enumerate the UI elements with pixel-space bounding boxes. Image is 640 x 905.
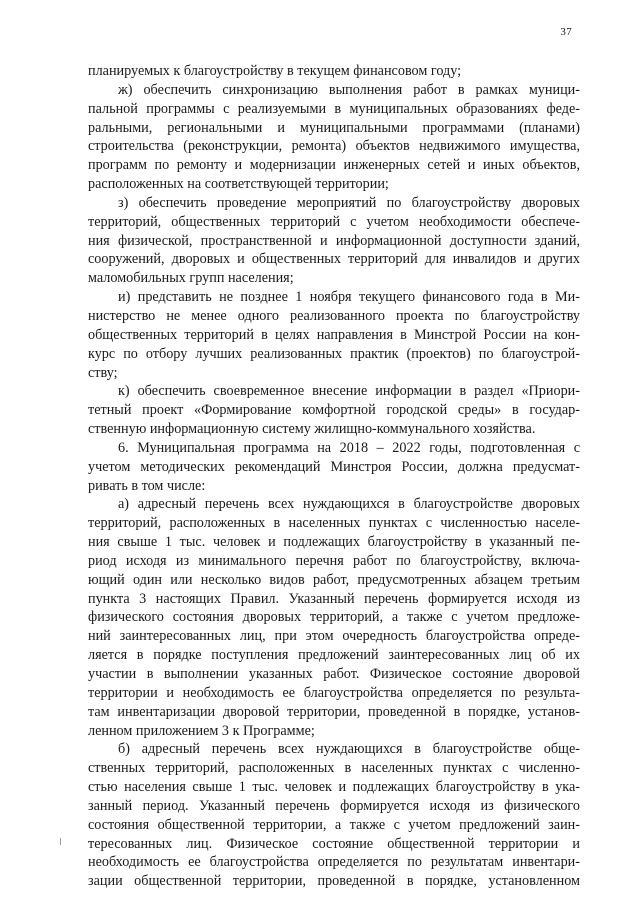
- text-line: сооружений, дворовых и общественных территорий для инвалидов и других: [88, 251, 580, 268]
- text-line: ющий один или несколько видов работ, предусмотренных абзацем третьим: [88, 571, 580, 588]
- text-line: занный период. Указанный перечень формируется исходя из физического: [88, 797, 580, 814]
- text-line: общественных территорий в целях направления в Минстрой России на кон-: [88, 326, 580, 343]
- text-line: ленном приложением 3 к Программе;: [88, 722, 315, 739]
- text-line: ственную информационную систему жилищно-коммунального хозяйства.: [88, 421, 536, 438]
- text-line: территорий, общественных территорий с учетом необходимости обеспече-: [88, 213, 580, 230]
- text-line: физического состояния дворовых территорий, а также с учетом предложе-: [88, 609, 580, 626]
- text-line: территории и необходимость ее благоустройства определяется по результа-: [88, 684, 580, 701]
- text-line: а) адресный перечень всех нуждающихся в благоустройстве дворовых: [118, 496, 580, 513]
- text-line: ляется в порядке поступления предложений заинтересованных лиц об их: [88, 647, 580, 664]
- text-line: курс по отбору лучших реализованных практик (проектов) по благоустрой-: [88, 345, 580, 362]
- text-line: тетный проект «Формирование комфортной городской среды» в государ-: [88, 402, 580, 419]
- text-line: ральными, региональными и муниципальными программами (планами): [88, 119, 580, 136]
- text-line: зации общественной территории, проведенной в порядке, установленном: [88, 873, 580, 890]
- text-line: ж) обеспечить синхронизацию выполнения работ в рамках муници-: [118, 81, 580, 98]
- text-line: з) обеспечить проведение мероприятий по благоустройству дворовых: [118, 194, 580, 211]
- text-line: ривать в том числе:: [88, 477, 206, 494]
- text-line: планируемых к благоустройству в текущем финансовом году;: [88, 63, 462, 79]
- text-line: риод исходя из минимального перечня работ по благоустройству, включа-: [88, 552, 580, 569]
- text-line: расположенных на соответствующей территории;: [88, 176, 389, 193]
- text-line: ству;: [88, 364, 118, 381]
- text-line: территорий, расположенных в населенных пунктах с численностью населе-: [88, 515, 580, 532]
- text-line: ственных территорий, расположенных в населенных пунктах с численно-: [88, 760, 580, 777]
- scan-margin-mark: [60, 838, 61, 845]
- text-line: нистерство не менее одного реализованного проекта по благоустройству: [88, 307, 580, 324]
- page-number: 37: [560, 26, 572, 38]
- text-line: пункта 3 настоящих Правил. Указанный перечень формируется исходя из: [88, 590, 580, 607]
- text-line: к) обеспечить своевременное внесение информации в раздел «Приори-: [118, 383, 580, 400]
- text-line: строительства (реконструкции, ремонта) объектов недвижимого имущества,: [88, 138, 580, 155]
- text-line: ния физической, пространственной и информационной доступности зданий,: [88, 232, 580, 249]
- text-line: там инвентаризации дворовой территории, проведенной в порядке, установ-: [88, 703, 580, 720]
- body-text: [88, 62, 580, 891]
- text-line: учетом методических рекомендаций Минстроя России, должна предусмат-: [88, 458, 580, 475]
- text-line: ний заинтересованных лиц, при этом очередность благоустройства опреде-: [88, 628, 580, 645]
- text-line: программ по ремонту и модернизации инженерных сетей и иных объектов,: [88, 157, 580, 174]
- text-line: ния свыше 1 тыс. человек и подлежащих благоустройству в указанный пе-: [88, 534, 580, 551]
- text-line: пальной программы с реализуемыми в муниципальных образованиях феде-: [88, 100, 580, 117]
- text-line: маломобильных групп населения;: [88, 270, 294, 287]
- text-line: и) представить не позднее 1 ноября текущего финансового года в Ми-: [118, 289, 580, 306]
- text-line: необходимость ее благоустройства определяется по результатам инвентари-: [88, 854, 580, 871]
- text-line: состояния общественной территории, а также с учетом предложений заин-: [88, 816, 580, 833]
- text-line: б) адресный перечень всех нуждающихся в благоустройстве обще-: [118, 741, 580, 758]
- text-line: 6. Муниципальная программа на 2018 – 2022 годы, подготовленная с: [118, 439, 580, 456]
- text-line: стью населения свыше 1 тыс. человек и подлежащих благоустройству в ука-: [88, 779, 580, 796]
- text-line: тересованных лиц. Физическое состояние общественной территории и: [88, 835, 580, 852]
- text-line: участии в выполнении указанных работ. Физическое состояние дворовой: [88, 666, 580, 682]
